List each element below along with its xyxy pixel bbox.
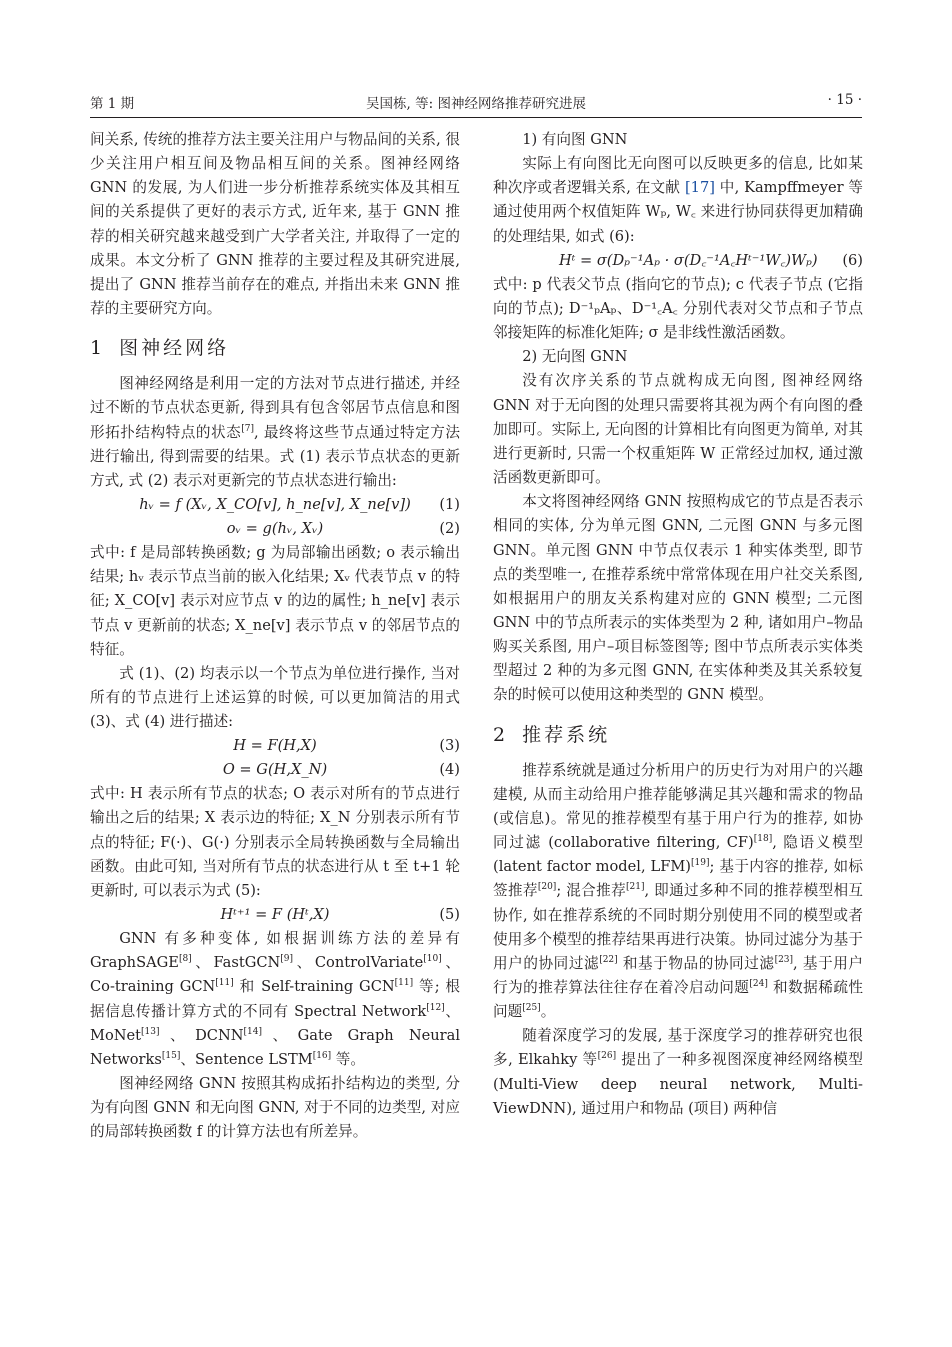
citation[interactable]: [11] (394, 978, 414, 989)
text-run: 和基于物品的协同过滤 (617, 954, 775, 972)
citation[interactable]: [20] (537, 882, 557, 893)
citation[interactable]: [14] (243, 1026, 262, 1037)
section-heading-1 (90, 334, 460, 362)
paragraph (493, 759, 863, 1025)
citation[interactable]: [23] (774, 954, 794, 965)
subsection-heading: 1) 有向图 GNN (522, 131, 628, 148)
text-run: , 隐语义模型 (latent factor model, LFM) (493, 834, 863, 876)
paragraph: 式中: H 表示所有节点的状态; O 表示对所有的节点进行输出之后的结果; X 表示边的特征; X_N 分别表示所有节点的特征; F(·)、G(·) 分别表示全局转换函数与全局输出函数。由此可知, 当对所有节点的状态进行从 t 至 t+1 轮更新时, 可以表示为式 (5): (90, 785, 460, 899)
text-run: 图神经网络是利用一定的方法对节点进行描述, 并经过不断的节点状态更新, 得到具有包含邻居节点信息和图形拓扑结构特点的状态 (90, 375, 460, 441)
paragraph: 本文将图神经网络 GNN 按照构成它的节点是否表示相同的实体, 分为单元图 GNN, 二元图 GNN 与多元图 GNN。单元图 GNN 中节点仅表示 1 种实体类型, 即节点的类型唯一, 在推荐系统中常常体现在用户社交关系图, 如根据用户的朋友关系构建对应的 GNN 模型; 二元图 GNN 中的节点所表示的实体类型为 2 种, 诸如用户–物品购买关系图, 用户–项目标签图等; 图中节点所表示实体类型超过 2 种的为多元图 GNN, 在实体种类及其关系较复杂的时候可以使用这种类型的 GNN 模型。 (493, 493, 863, 704)
text-run: 中, Kampffmeyer 等通过使用两个权值矩阵 Wₚ, W꜀ 来进行协同获得更加精确的处理结果, 如式 (6): (493, 179, 863, 245)
equation-formula: Hᵗ⁺¹ = F (Hᵗ,X) (220, 906, 330, 924)
text-run: ; 基于内容的推荐, 如标签推荐 (493, 858, 863, 900)
citation[interactable]: [8] (178, 954, 192, 965)
section-number: 2 (493, 723, 509, 746)
equation-number: (1) (439, 496, 460, 514)
text-run: 、MoNet (90, 1002, 460, 1044)
section-title: 推荐系统 (522, 723, 611, 746)
paragraph: 式中: f 是局部转换函数; g 为局部输出函数; o 表示输出结果; hᵥ 表示节点当前的嵌入化结果; Xᵥ 代表节点 v 的特征; X_CO[v] 表示对应节点 v 的边的属性; h_ne[v] 表示节点 v 更新前的状态; X_ne[v] 表示节点 v 的邻居节点的特征。 (90, 544, 460, 658)
equation-formula: oᵥ = g(hᵥ, Xᵥ) (226, 520, 324, 538)
section-number: 1 (90, 337, 106, 360)
running-title: 吴国栋, 等: 图神经网络推荐研究进展 (366, 96, 586, 112)
text-run: , 最终将这些节点通过特定方法进行输出, 得到需要的结果。式 (1) 表示节点状态的更新方式, 式 (2) 表示对更新完的节点状态进行输出: (90, 423, 460, 489)
citation[interactable]: [22] (599, 954, 618, 965)
text-run: 随着深度学习的发展, 基于深度学习的推荐研究也很多, Elkahky 等 (493, 1027, 863, 1069)
equation-number: (2) (439, 520, 460, 538)
text-run: 等。 (331, 1050, 365, 1068)
paragraph (493, 1024, 863, 1121)
equation-number: (4) (439, 761, 460, 779)
equation-formula: H = F(H,X) (233, 737, 317, 755)
left-column (90, 128, 460, 1144)
citation[interactable]: [16] (312, 1050, 332, 1061)
citation[interactable]: [10] (423, 954, 442, 965)
equation-formula: O = G(H,X_N) (222, 761, 328, 779)
text-run: GNN 有多种变体, 如根据训练方法的差异有 GraphSAGE (90, 930, 460, 972)
paragraph: 间关系, 传统的推荐方法主要关注用户与物品间的关系, 很少关注用户相互间及物品相互间的关系。图神经网络 GNN 的发展, 为人们进一步分析推荐系统实体及其相互间的关系提供了更好的表示方式, 近年来, 基于 GNN 推荐的相关研究越来越受到广大学者关注, 并取得了一定的成果。本文分析了 GNN 推荐的主要过程及其研究进展, 提出了 GNN 推荐当前存在的难点, 并指出未来 GNN 推荐的主要研究方向。 (90, 131, 460, 318)
equation-number: (3) (439, 737, 460, 755)
citation[interactable]: [17] (684, 179, 715, 197)
equation-formula: hᵥ = f (Xᵥ, X_CO[v], h_ne[v], X_ne[v]) (139, 496, 411, 514)
citation[interactable]: [7] (241, 423, 255, 434)
header-rule (90, 117, 862, 118)
text-run: 、DCNN (159, 1026, 244, 1044)
citation[interactable]: [13] (141, 1026, 160, 1037)
equation-4 (90, 758, 460, 782)
citation[interactable]: [18] (753, 834, 773, 845)
issue-number: 第 1 期 (90, 96, 135, 112)
text-run: 提出了一种多视图深度神经网络模型 (Multi-View deep neural network, Multi-ViewDNN), 通过用户和物品 (项目) 两种信 (493, 1051, 863, 1117)
right-column (493, 128, 863, 1121)
text-run: 。 (540, 1003, 556, 1021)
citation[interactable]: [12] (426, 1002, 445, 1013)
paragraph: 图神经网络 GNN 按照其构成拓扑结构边的类型, 分为有向图 GNN 和无向图 GNN, 对于不同的边类型, 对应的局部转换函数 f 的计算方法也有所差异。 (90, 1075, 460, 1141)
equation-3 (90, 734, 460, 758)
text-run: 、ControlVariate (293, 954, 424, 972)
citation[interactable]: [15] (161, 1050, 181, 1061)
section-title: 图神经网络 (119, 337, 230, 360)
paragraph: 式中: p 代表父节点 (指向它的节点); c 代表子节点 (它指向的节点); D⁻¹ₚAₚ、D⁻¹꜀A꜀ 分别代表对父节点和子节点邻接矩阵的标准化矩阵; σ 是非线性激活函数。 (493, 275, 863, 342)
equation-1 (90, 493, 460, 517)
running-header (90, 92, 862, 116)
equation-5 (90, 903, 460, 927)
paragraph: 没有次序关系的节点就构成无向图, 图神经网络 GNN 对于无向图的处理只需要将其视为两个有向图的叠加即可。实际上, 无向图的计算相比有向图更为简单, 对其进行更新时, 只需一个权重矩阵 W 正常经过加权, 通过激活函数更新即可。 (493, 372, 863, 487)
paragraph (90, 927, 460, 1072)
citation[interactable]: [25] (522, 1003, 541, 1014)
citation[interactable]: [24] (749, 979, 768, 989)
text-run: 和数据稀疏性问题 (493, 979, 863, 1021)
equation-6 (493, 249, 863, 273)
subsection-heading: 2) 无向图 GNN (522, 348, 628, 366)
paragraph (493, 152, 863, 249)
text-run: , 即通过多种不同的推荐模型相互协作, 如在推荐系统的不同时期分别使用不同的模型或者使用多个模型的推荐结果再进行决策。协同过滤分为基于用户的协同过滤 (493, 882, 863, 972)
text-run: 推荐系统就是通过分析用户的历史行为对用户的兴趣建模, 从而主动给用户推荐能够满足其兴趣和需求的物品 (或信息)。常见的推荐模型有基于用户行为的推荐, 如协同过滤 (collaborative filtering, CF) (493, 761, 863, 852)
equation-number: (5) (439, 906, 460, 924)
citation[interactable]: [19] (691, 858, 710, 869)
paragraph (90, 372, 460, 493)
text-run: 实际上有向图比无向图可以反映更多的信息, 比如某种次序或者逻辑关系, 在文献 (493, 155, 863, 197)
citation[interactable]: [9] (280, 954, 294, 965)
citation[interactable]: [26] (597, 1051, 617, 1062)
text-run: , 基于用户行为的推荐算法往往存在着冷启动问题 (493, 954, 863, 996)
text-run: ; 混合推荐 (556, 882, 627, 900)
equation-2 (90, 517, 460, 541)
text-run: 、Sentence LSTM (180, 1050, 313, 1068)
paragraph: 式 (1)、(2) 均表示以一个节点为单位进行操作, 当对所有的节点进行上述运算的时候, 可以更加简洁的用式 (3)、式 (4) 进行描述: (90, 664, 460, 731)
text-run: 和 Self-training GCN (233, 978, 395, 996)
text-run: 、Gate Graph Neural Networks (90, 1026, 460, 1068)
text-run: 、Co-training GCN (90, 954, 460, 996)
section-heading-2 (493, 721, 863, 749)
citation[interactable]: [11] (215, 978, 234, 989)
page-number: · 15 · (827, 92, 862, 108)
text-run: 、FastGCN (191, 954, 281, 972)
text-run: 等; 根据信息传播计算方式的不同有 Spectral Network (90, 978, 460, 1020)
equation-number: (6) (842, 251, 863, 269)
equation-formula: Hᵗ = σ(Dₚ⁻¹Aₚ · σ(D꜀⁻¹A꜀Hᵗ⁻¹W꜀)Wₚ) (559, 251, 818, 269)
citation[interactable]: [21] (626, 882, 645, 893)
